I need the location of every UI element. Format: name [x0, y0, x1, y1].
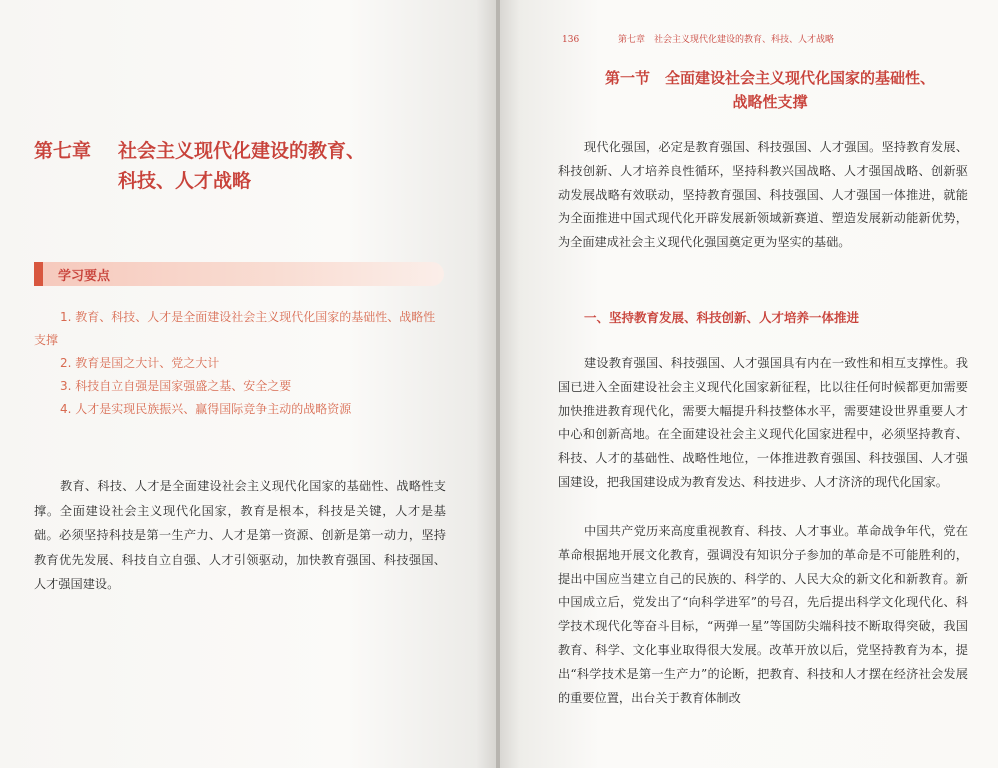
- page-number: 136: [562, 35, 580, 45]
- body-paragraph-3: 中国共产党历来高度重视教育、科技、人才事业。革命战争年代，党在革命根据地开展文化教育，强调没有知识分子参加的革命是不可能胜利的，提出中国应当建立自己的民族的、科学的、人民大众的新文化和新教育。新中国成立后，党发出了“向科学进军”的号召，先后提出科学文化现代化、科学技术现代化等奋斗目标，“两弹一星”等国防尖端科技不断取得突破，我国教育、科学、文化事业取得很大发展。改革开放以后，党坚持教育为本，提出“科学技术是第一生产力”的论断，把教育、科技和人才摆在经济社会发展的重要位置，出台关于教育体制改: [558, 524, 968, 705]
- running-head-text: 第七章 社会主义现代化建设的教育、科技、人才战略: [618, 35, 835, 45]
- body-paragraph-2: 建设教育强国、科技强国、人才强国具有内在一致性和相互支撑性。我国已进入全面建设社会主义现代化国家新征程，比以往任何时候都更加需要加快推进教育现代化，需要大幅提升科技整体水平，需要建设世界重要人才中心和创新高地。在全面建设社会主义现代化国家进程中，必须坚持教育、科技、人才的基础性、战略性地位，一体推进教育强国、科技强国、人才强国建设，把我国建设成为教育发达、科技进步、人才济济的现代化国家。: [558, 356, 968, 489]
- chapter-intro-paragraph: 教育、科技、人才是全面建设社会主义现代化国家的基础性、战略性支撑。全面建设社会主义现代化国家，教育是根本，科技是关键，人才是基础。必须坚持科技是第一生产力、人才是第一资源、创新是第一动力，坚持教育优先发展、科技自立自强、人才引领驱动，加快教育强国、科技强国、人才强国建设。: [34, 479, 446, 591]
- key-points-list: [34, 306, 446, 421]
- section-title: [580, 66, 960, 114]
- key-point-item: 4. 人才是实现民族振兴、赢得国际竞争主动的战略资源: [60, 402, 352, 416]
- key-points-label: 学习要点: [58, 269, 111, 284]
- body-paragraph-1: 现代化强国，必定是教育强国、科技强国、人才强国。坚持教育发展、科技创新、人才培养良性循环，坚持科教兴国战略、人才强国战略、创新驱动发展战略有效联动，坚持教育强国、科技强国、人才强国一体推进，就能为全面推进中国式现代化开辟发展新领域新赛道、塑造发展新动能新优势，为全面建成社会主义现代化强国奠定更为坚实的基础。: [558, 140, 968, 250]
- left-page: [0, 0, 496, 768]
- chapter-title-line1: 社会主义现代化建设的教育、: [118, 140, 366, 162]
- section-title-line2: 战略性支撑: [732, 93, 808, 111]
- subsection-title: 一、坚持教育发展、科技创新、人才培养一体推进: [584, 310, 860, 325]
- key-point-item: 2. 教育是国之大计、党之大计: [60, 356, 220, 370]
- key-points-banner: [34, 262, 444, 286]
- right-page: [500, 0, 998, 768]
- key-point-item: 3. 科技自立自强是国家强盛之基、安全之要: [60, 379, 292, 393]
- banner-marker: [34, 262, 43, 286]
- chapter-title: [34, 136, 365, 196]
- key-point-item: 1. 教育、科技、人才是全面建设社会主义现代化国家的基础性、战略性支撑: [34, 310, 436, 347]
- chapter-number: 第七章: [34, 140, 92, 162]
- section-title-line1: 第一节 全面建设社会主义现代化国家的基础性、: [604, 69, 935, 87]
- chapter-title-line2: 科技、人才战略: [118, 170, 252, 192]
- running-head: [562, 32, 982, 45]
